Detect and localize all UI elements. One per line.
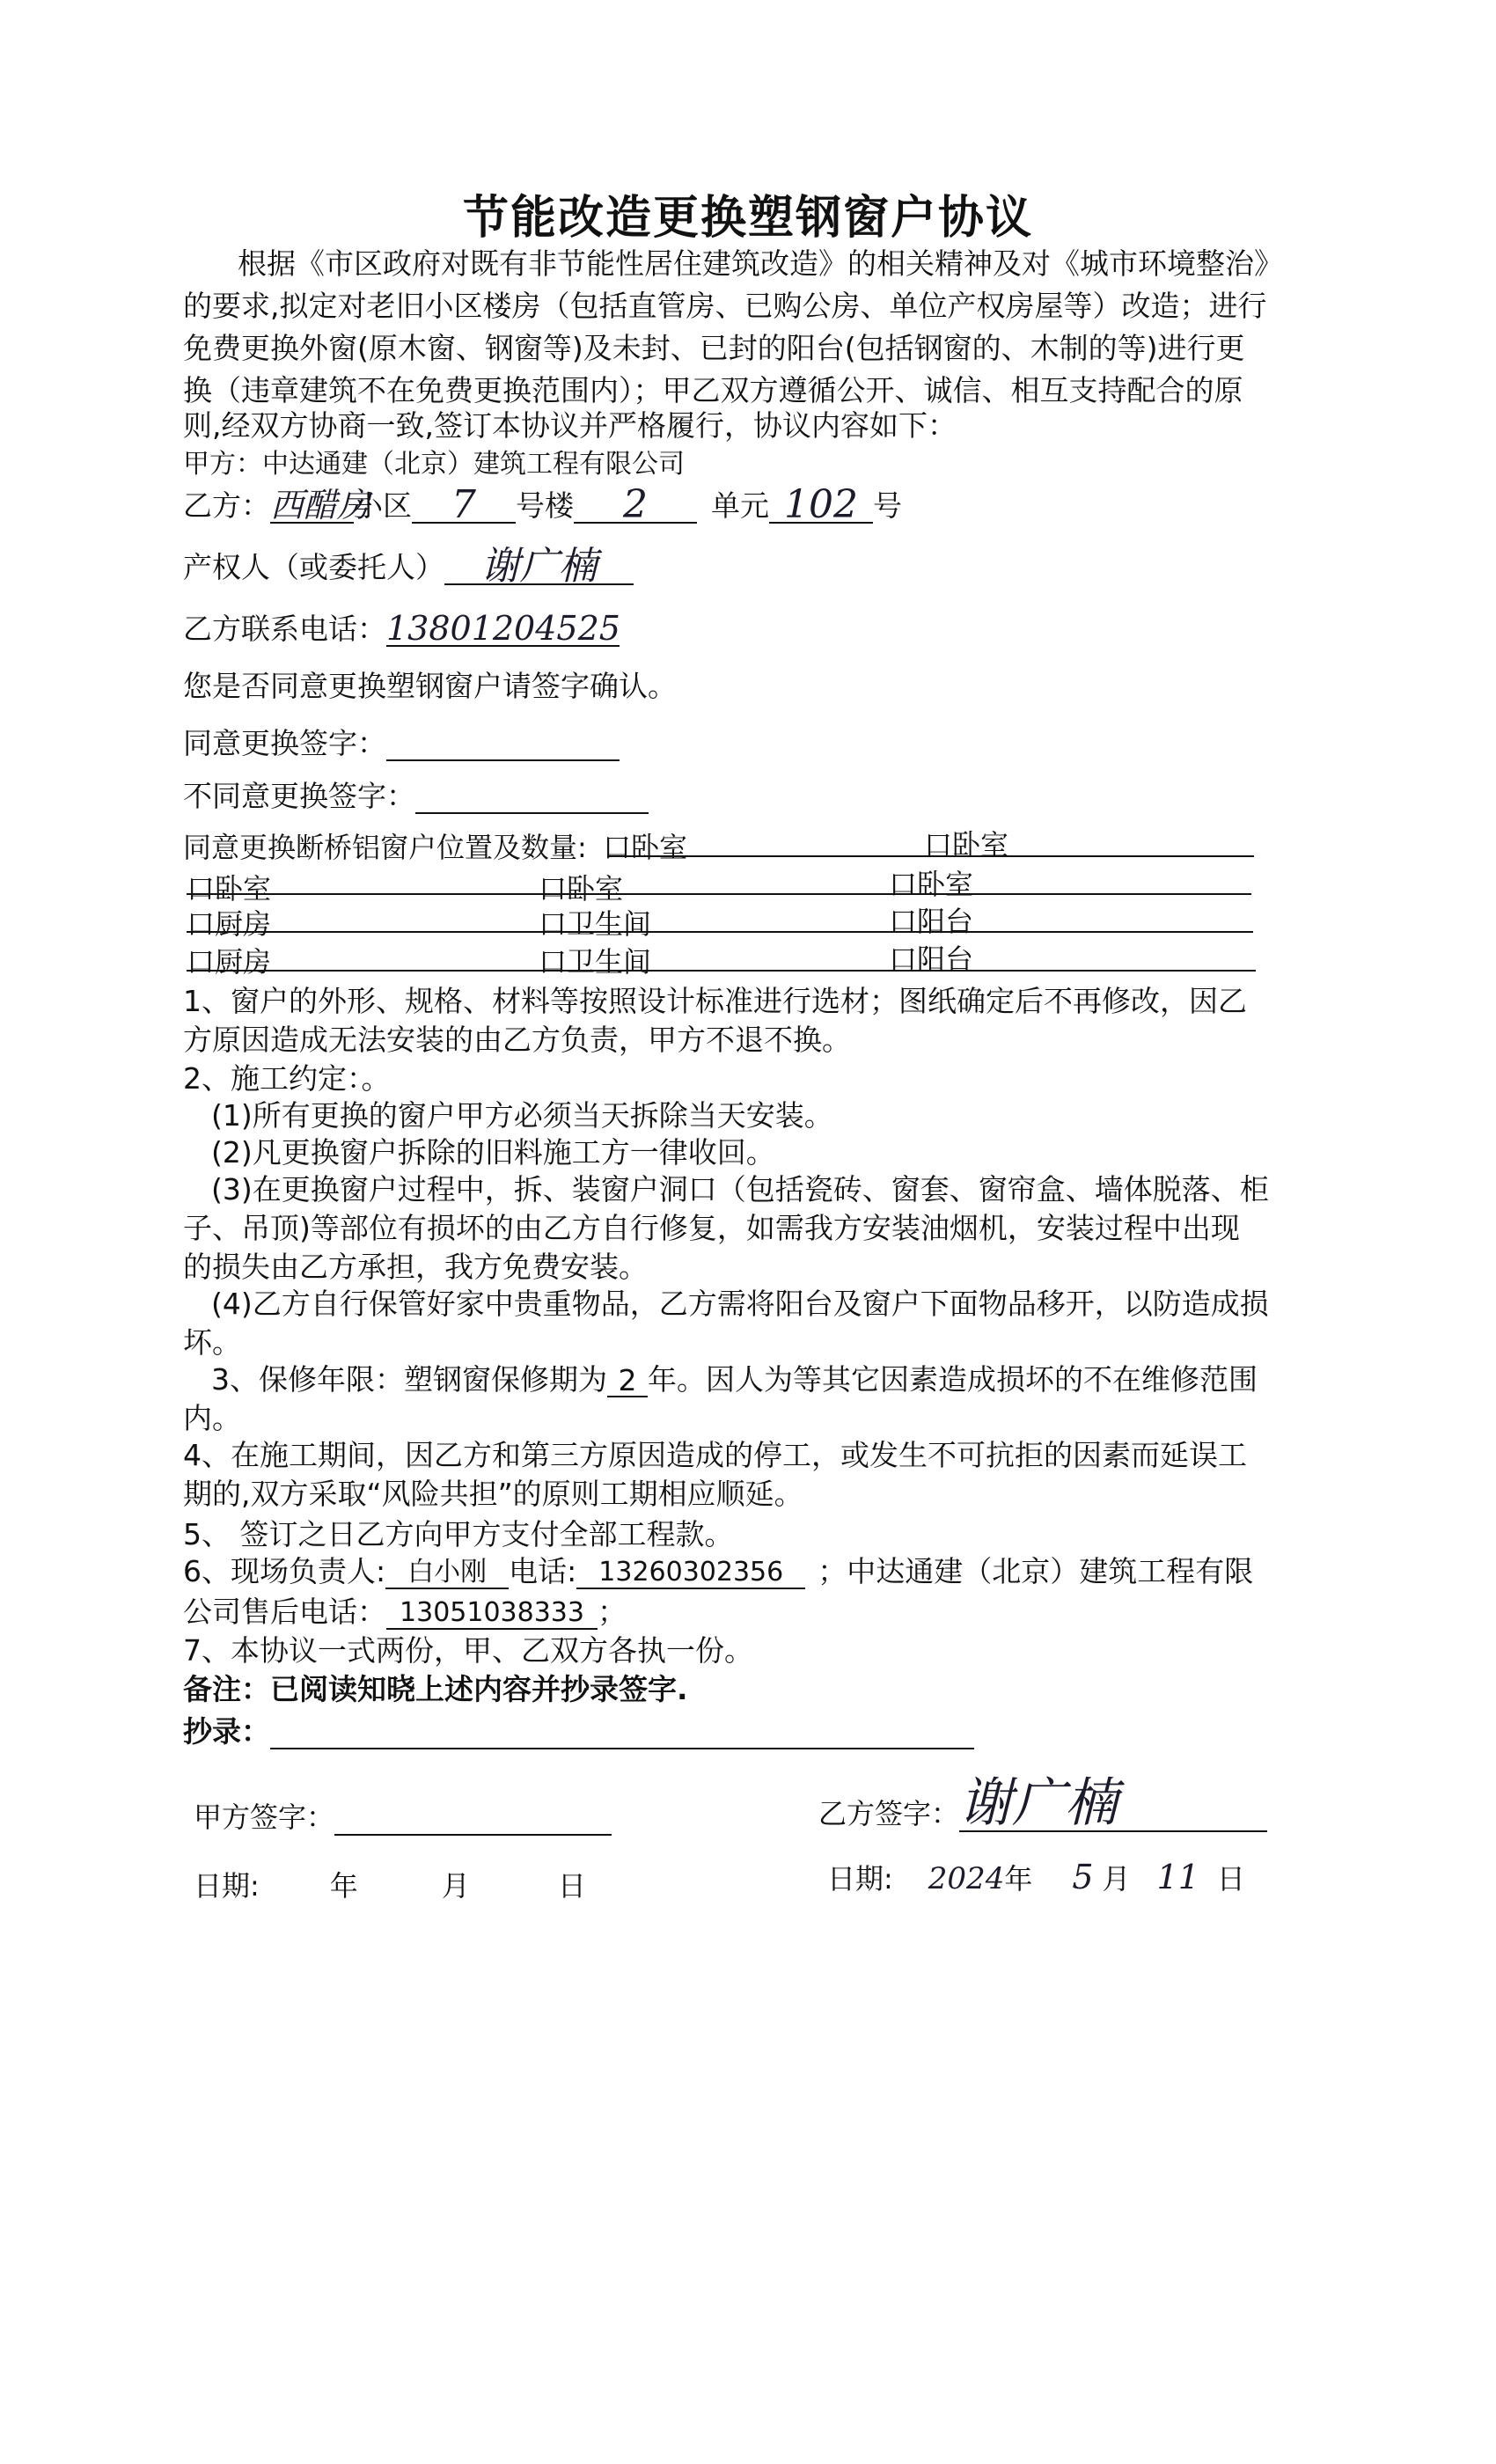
warranty-line [211,1362,1258,1397]
position-checkbox[interactable]: 口卧室 [924,828,1009,862]
warranty-prefix: 3、保修年限：塑钢窗保修期为 [211,1362,607,1397]
clause-4-line-2: 期的,双方采取“风险共担”的原则工期相应顺延。 [183,1477,803,1511]
intro-line-4: 换（违章建筑不在免费更换范围内）；甲乙双方遵循公开、诚信、相互支持配合的原 [183,373,1243,407]
date-a-day-label: 日 [557,1869,586,1903]
warranty-cont: 内。 [183,1401,241,1435]
agree-sign-field[interactable] [386,726,620,761]
warranty-suffix: 年。因人为等其它因素造成损坏的不在维修范围 [648,1362,1258,1397]
room-field: 102 [769,488,873,524]
position-checkbox[interactable]: 口卫生间 [539,907,652,941]
date-b-line [827,1857,1245,1897]
party-a-sign-line [194,1795,612,1836]
date-b-year: 2024 [928,1861,1005,1896]
party-a-line: 甲方：中达通建（北京）建筑工程有限公司 [183,449,685,480]
party-b-sign-line [818,1772,1267,1834]
position-checkbox[interactable]: 口卧室 [889,868,974,901]
phone-label: 乙方联系电话： [183,612,386,646]
clause-6-line-2 [183,1595,627,1630]
disagree-sign-field[interactable] [415,779,649,814]
unit-label: 单元 [711,488,769,523]
consent-question: 您是否同意更换塑钢窗户请签字确认。 [183,669,677,703]
owner-field: 谢广楠 [444,550,634,585]
service-phone-field: 13051038333 [386,1598,598,1630]
position-checkbox[interactable]: 口卧室 [603,831,688,864]
community-field: 西醋房 [270,486,371,524]
agree-sign-line [183,726,620,761]
date-b-day: 11 [1156,1858,1199,1896]
date-a-month-label: 月 [441,1869,470,1903]
unit-field: 2 [574,488,697,524]
clause-line: 方原因造成无法安装的由乙方负责，甲方不退不换。 [183,1023,851,1057]
positions-rule-1 [607,855,1254,857]
clause-5: 5、 签订之日乙方向甲方支付全部工程款。 [183,1517,734,1551]
clause-line: (4)乙方自行保管好家中贵重物品，乙方需将阳台及窗户下面物品移开，以防造成损 [211,1287,1269,1321]
party-b-sign-label: 乙方签字： [818,1797,960,1830]
date-a-label: 日期: [194,1869,260,1903]
manager-phone-label: 电话: [509,1554,577,1588]
intro-line-2: 的要求,拟定对老旧小区楼房（包括直管房、已购公房、单位产权房屋等）改造；进行 [183,289,1267,323]
position-checkbox[interactable]: 口阳台 [889,905,974,938]
position-checkbox[interactable]: 口卧室 [187,872,272,906]
date-b-label: 日期: [827,1862,893,1896]
clause-6-line-1 [183,1554,1253,1589]
intro-line-5: 则,经双方协商一致,签订本协议并严格履行，协议内容如下： [183,408,957,443]
copy-field[interactable] [270,1714,974,1749]
position-checkbox[interactable]: 口卫生间 [539,945,652,979]
remark: 备注：已阅读知晓上述内容并抄录签字. [183,1672,688,1706]
clause-line: 子、吊顶)等部位有损坏的由乙方自行修复，如需我方安装油烟机，安装过程中出现 [183,1211,1240,1245]
positions-rule-3 [187,931,1253,933]
position-checkbox[interactable]: 口厨房 [187,945,272,979]
intro-line-1: 根据《市区政府对既有非节能性居住建筑改造》的相关精神及对《城市环境整治》 [238,246,1283,281]
service-suffix: ； [598,1595,627,1629]
service-phone-label: 公司售后电话： [183,1595,386,1629]
warranty-years: 2 [607,1366,648,1397]
clause-line: (3)在更换窗户过程中，拆、装窗户洞口（包括瓷砖、窗套、窗帘盒、墙体脱落、柜 [211,1172,1269,1206]
clause-7: 7、本协议一式两份，甲、乙双方各执一份。 [183,1633,753,1668]
room-label: 号 [873,488,902,523]
party-a-sign-label: 甲方签字： [194,1800,335,1834]
copy-label: 抄录： [183,1714,270,1749]
position-checkbox[interactable]: 口卧室 [539,872,624,906]
date-b-month-label: 月 [1102,1862,1131,1896]
date-a-year-label: 年 [329,1869,358,1903]
clause-line: 2、施工约定：。 [183,1061,391,1096]
positions-rule-4 [187,970,1256,972]
party-b-signature: 谢广楠 [959,1776,1267,1832]
position-checkbox[interactable]: 口阳台 [889,942,974,976]
intro-line-3: 免费更换外窗(原木窗、钢窗等)及未封、已封的阳台(包括钢窗的、木制的等)进行更 [183,331,1245,365]
date-a-line [194,1864,586,1904]
manager-phone-field: 13260302356 [576,1558,805,1589]
document-title: 节能改造更换塑钢窗户协议 [462,192,1033,245]
building-label: 号楼 [516,488,574,523]
date-b-day-label: 日 [1216,1862,1245,1896]
community-label: 小区 [354,488,412,523]
party-b-line [183,482,902,527]
positions-rule-2 [187,893,1251,895]
disagree-sign-line [183,779,649,814]
phone-line [183,609,620,648]
owner-label: 产权人（或委托人） [183,550,444,584]
agree-sign-label: 同意更换签字： [183,726,386,760]
phone-field: 13801204525 [386,609,620,648]
positions-label: 同意更换断桥铝窗户位置及数量: [183,831,587,864]
party-b-label: 乙方： [183,488,270,523]
manager-field: 白小刚 [385,1558,509,1589]
date-b-year-label: 年 [1004,1862,1033,1896]
company-suffix: ；中达通建（北京）建筑工程有限 [818,1554,1254,1588]
clause-line: (1)所有更换的窗户甲方必须当天拆除当天安装。 [211,1098,833,1133]
clause-line: 坏。 [183,1325,241,1360]
date-b-month: 5 [1072,1858,1094,1896]
clause-line: (2)凡更换窗户拆除的旧料施工方一律收回。 [211,1135,775,1170]
clause-4-line-1: 4、在施工期间，因乙方和第三方原因造成的停工，或发生不可抗拒的因素而延误工 [183,1438,1247,1472]
position-checkbox[interactable]: 口厨房 [187,907,272,941]
party-a-sign-field[interactable] [334,1800,612,1836]
clause-line: 的损失由乙方承担，我方免费安装。 [183,1250,648,1284]
copy-line [183,1714,974,1749]
disagree-sign-label: 不同意更换签字： [183,779,415,813]
clause-line: 1、窗户的外形、规格、材料等按照设计标准进行选材；图纸确定后不再修改，因乙 [183,984,1247,1018]
manager-label: 6、现场负责人: [183,1554,386,1588]
building-field: 7 [412,488,516,524]
owner-line [183,544,634,589]
